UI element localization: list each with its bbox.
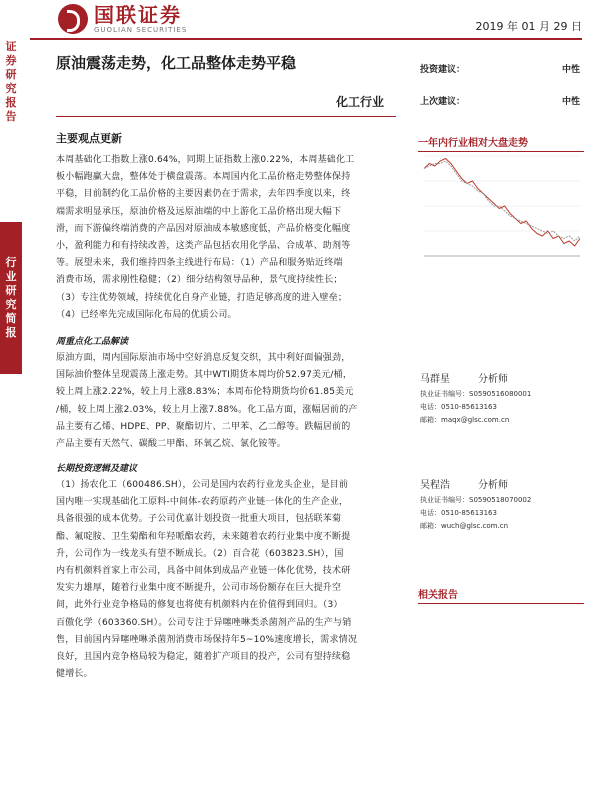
weekly-products-paragraph [56, 350, 396, 453]
paragraph-line: 酯、氟啶胺、卫生菊酯和年羟哌酯农药，未来随着农药行业集中度不断提 [56, 531, 351, 542]
vertical-char: 告 [5, 110, 17, 123]
paragraph-line: 升，公司作为一线龙头有望不断成长。（2）百合花（603823.SH），国 [56, 548, 344, 559]
report-date: 2019 年 01 月 29 日 [475, 20, 582, 33]
paragraph-line: 国际油价整体呈现震荡上涨走势。其中WTI期货本周均价52.97美元/桶， [56, 370, 353, 381]
analyst-role: 分析师 [478, 480, 508, 491]
rating-previous [420, 94, 580, 107]
vertical-char: 券 [5, 54, 17, 67]
chart-title: 一年内行业相对大盘走势 [418, 134, 584, 152]
vertical-char: 报 [5, 326, 17, 339]
paragraph-line: 平稳，目前制约化工品价格的主要因素仍在于需求，去年四季度以来，终 [56, 189, 351, 200]
vertical-char: 究 [5, 82, 17, 95]
paragraph-line: 良好，且国内竞争格局较为稳定，随着扩产项目的投产，公司有望持续稳 [56, 652, 351, 663]
paragraph-line: 产品主要有天然气、碳酸二甲酯、环氧乙烷、氯化铵等。 [56, 439, 287, 450]
paragraph-line: 较上周上涨2.22%，较上月上涨8.83%；本周布伦特期货均价61.85美元 [56, 387, 354, 398]
related-reports-title: 相关报告 [418, 586, 584, 604]
rating-label: 上次建议： [420, 97, 466, 107]
analyst-phone: 电话：0510-85613163 [420, 403, 497, 411]
analyst-cert: 执业证书编号：S0590518070002 [420, 496, 532, 504]
analyst-name: 马群星 [420, 374, 450, 385]
paragraph-line: 品主要有乙烯、HDPE、PP、聚酯切片、二甲苯、乙二醇等。跌幅居前的 [56, 421, 351, 432]
paragraph-line: 端需求明显承压，原油价格及远原油端的中上游化工品价格出现大幅下 [56, 206, 342, 217]
paragraph-line: 健增长。 [56, 669, 93, 680]
paragraph-line: 内有机颜料首家上市公司，具备中间体到成品产业链一体化优势，技术研 [56, 566, 351, 577]
paragraph-line: 等。展望未来，我们维持四条主线进行布局：（1）产品和服务贴近终端 [56, 258, 343, 269]
rating-value: 中性 [561, 65, 580, 75]
rating-label: 投资建议： [420, 65, 466, 75]
relative-performance-chart [418, 150, 584, 270]
analyst-email[interactable]: 邮箱：maqx@glsc.com.cn [420, 416, 510, 424]
report-category-vertical-label [0, 222, 22, 374]
paragraph-line: （3）专注优势领域，持续优化自身产业链，打造足够高度的进入壁垒； [56, 292, 348, 303]
analyst-phone: 电话：0510-85613163 [420, 509, 497, 517]
paragraph-line: 具备很强的成本优势。子公司优嘉计划投资一批重大项目，包括联苯菊 [56, 514, 342, 525]
report-title: 原油震荡走势，化工品整体走势平稳 [56, 54, 297, 72]
analyst-email[interactable]: 邮箱：wuch@glsc.com.cn [420, 522, 509, 530]
paragraph-line: 本周基础化工指数上涨0.64%，同期上证指数上涨0.22%，本周基础化工 [56, 155, 355, 165]
vertical-char: 业 [5, 270, 17, 283]
vertical-char: 研 [5, 284, 17, 297]
vertical-char: 行 [5, 256, 17, 269]
industry-label: 化工行业 [336, 95, 385, 109]
main-view-paragraph [56, 152, 396, 324]
paragraph-line: 消费市场，需求刚性稳健；（2）细分结构领导品种，景气度持续性长； [56, 275, 343, 286]
paragraph-line: 原油方面，周内国际原油市场中空好消息反复交织，其中利好面偏强劲， [56, 353, 351, 363]
paragraph-line: 间，此外行业竞争格局的修复也将使有机颜料内在价值得到回归。（3） [56, 600, 343, 611]
series-line-0 [424, 159, 580, 247]
analyst-card [420, 370, 590, 427]
vertical-char: 证 [5, 40, 17, 53]
series-line-1 [424, 161, 580, 241]
paragraph-line: /桶，较上周上涨2.03%，较上月上涨7.88%。化工品方面，涨幅居前的产 [56, 404, 358, 415]
long-term-logic-heading: 长期投资逻辑及建议 [56, 464, 138, 474]
analyst-role: 分析师 [478, 374, 508, 385]
paragraph-line: 发实力雄厚，随着行业集中度不断提升，公司市场份额存在巨大提升空 [56, 583, 342, 594]
long-term-logic-paragraph [56, 477, 396, 683]
paragraph-line: 滑，而下游偏终端消费的产品因对原油成本敏感度低，产品价格变化幅度 [56, 223, 351, 234]
rating-value: 中性 [561, 97, 580, 107]
weekly-products-heading: 周重点化工品解读 [56, 337, 129, 347]
analyst-card [420, 476, 590, 533]
rating-current [420, 62, 580, 75]
paragraph-line: （1）扬农化工（600486.SH），公司是国内农药行业龙头企业，是目前 [56, 480, 349, 490]
brand-logo [58, 4, 187, 34]
analyst-name: 吴程浩 [420, 480, 450, 491]
paragraph-line: 百傲化学（603360.SH）。公司专注于异噻唑啉类杀菌剂产品的生产与销 [56, 617, 352, 628]
header-rule [30, 38, 582, 40]
logo-mark-icon [58, 4, 88, 34]
vertical-char: 报 [5, 96, 17, 109]
paragraph-line: 国内唯一实现基础化工原料-中间体-农药原药产业链一体化的生产企业， [56, 497, 349, 508]
paragraph-line: （4）已经率先完成国际化布局的优质公司。 [56, 309, 237, 320]
brand-name-cn: 国联证券 [94, 3, 182, 27]
main-view-heading: 主要观点更新 [56, 132, 122, 145]
vertical-char: 研 [5, 68, 17, 81]
report-type-vertical-label [0, 40, 22, 124]
chart-svg [418, 150, 584, 270]
vertical-char: 究 [5, 298, 17, 311]
vertical-char: 简 [5, 312, 17, 325]
analyst-cert: 执业证书编号：S0590516080001 [420, 390, 532, 398]
paragraph-line: 售，目前国内异噻唑啉杀菌剂消费市场保持年5~10%速度增长，需求情况 [56, 634, 358, 645]
paragraph-line: 小，盈利能力和有持续改善，这类产品包括农用化学品、合成革、助剂等 [56, 241, 351, 252]
title-rule [56, 116, 396, 117]
paragraph-line: 板小幅跑赢大盘，整体处于横盘震荡。本周国内化工品价格走势整体保持 [56, 172, 351, 183]
brand-name-en: GUOLIAN SECURITIES [94, 26, 188, 34]
